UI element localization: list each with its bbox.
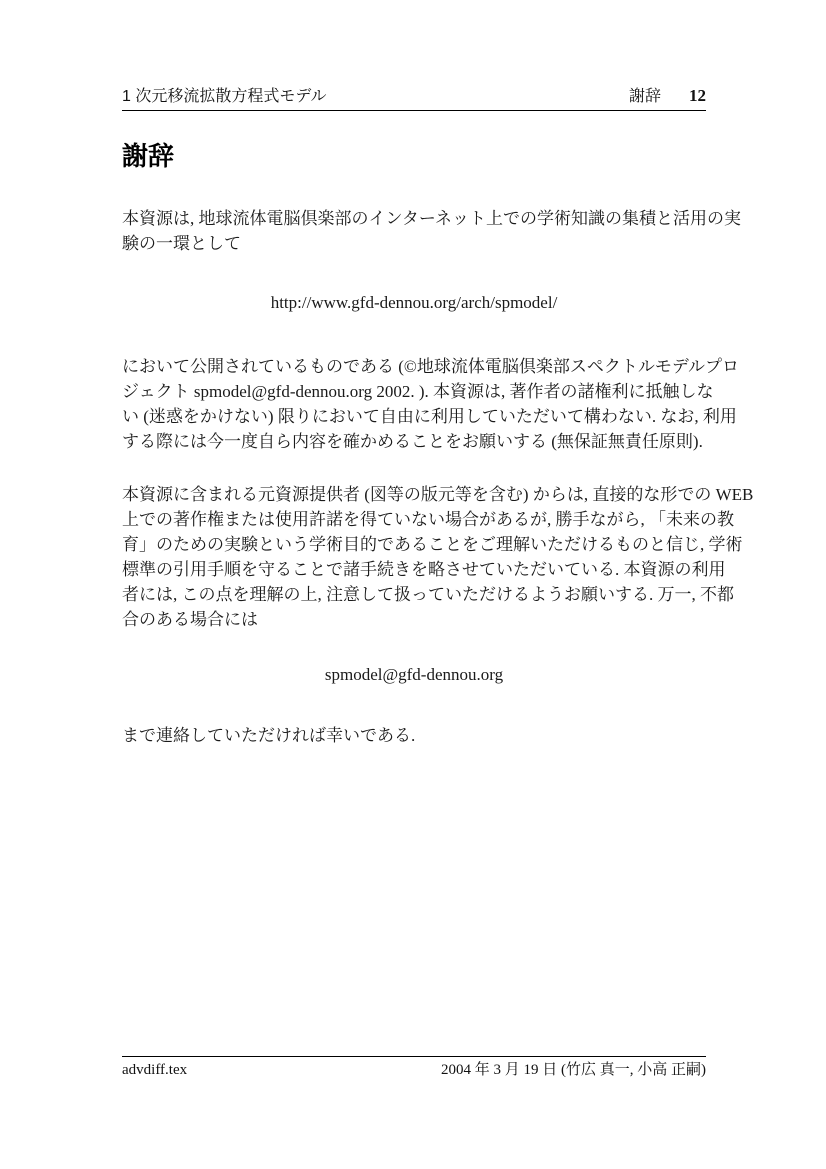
section-title: 謝辞 — [122, 141, 175, 171]
header-section-title: 謝辞 — [628, 88, 661, 105]
paragraph-copyright-note — [122, 482, 754, 632]
header-right-group — [629, 86, 706, 107]
footer-date-authors: 2004 年 3 月 19 日 (竹広 真一, 小高 正嗣) — [441, 1062, 706, 1078]
header-chapter-title-text: 1 次元移流拡散方程式モデル — [122, 88, 327, 105]
paragraph-intro — [122, 206, 741, 256]
text-line: まで連絡していただければ幸いである. — [122, 726, 416, 745]
text-line: 上での著作権または使用許諾を得ていない場合があるが, 勝手ながら, 「未来の教 — [122, 510, 734, 529]
closing-line — [122, 723, 706, 748]
text-line: 者には, この点を理解の上, 注意して扱っていただけるようお願いする. 万一, 不都 — [122, 585, 734, 604]
header-chapter-title — [122, 87, 327, 107]
text-line: 本資源は, 地球流体電脳倶楽部のインターネット上での学術知識の集積と活用の実 — [122, 209, 741, 228]
content-column — [122, 0, 754, 748]
project-url: http://www.gfd-dennou.org/arch/spmodel/ — [270, 293, 558, 312]
text-line: 合のある場合には — [122, 610, 258, 629]
footer-filename: advdiff.tex — [122, 1062, 188, 1078]
paragraph-license — [122, 354, 739, 454]
running-header — [122, 86, 706, 111]
text-line: する際には今一度自ら内容を確かめることをお願いする (無保証無責任原則). — [122, 432, 703, 451]
page-number: 12 — [689, 86, 706, 105]
text-line: において公開されているものである (©地球流体電脳倶楽部スペクトルモデルプロ — [122, 357, 739, 376]
text-line: 標準の引用手順を守ることで諸手続きを略させていただいている. 本資源の利用 — [122, 560, 726, 579]
text-line: 育」のための実験という学術目的であることをご理解いただけるものと信じ, 学術 — [122, 535, 743, 554]
text-line: ジェクト spmodel@gfd-dennou.org 2002. ). 本資源は, 著作者の諸権利に抵触しな — [122, 382, 714, 401]
page-footer — [122, 1056, 706, 1080]
contact-email: spmodel@gfd-dennou.org — [324, 665, 504, 684]
text-line: い (迷惑をかけない) 限りにおいて自由に利用していただいて構わない. なお, 利用 — [122, 407, 737, 426]
text-line: 本資源に含まれる元資源提供者 (図等の版元等を含む) からは, 直接的な形での WEB — [122, 485, 754, 504]
text-line: 験の一環として — [122, 234, 241, 253]
